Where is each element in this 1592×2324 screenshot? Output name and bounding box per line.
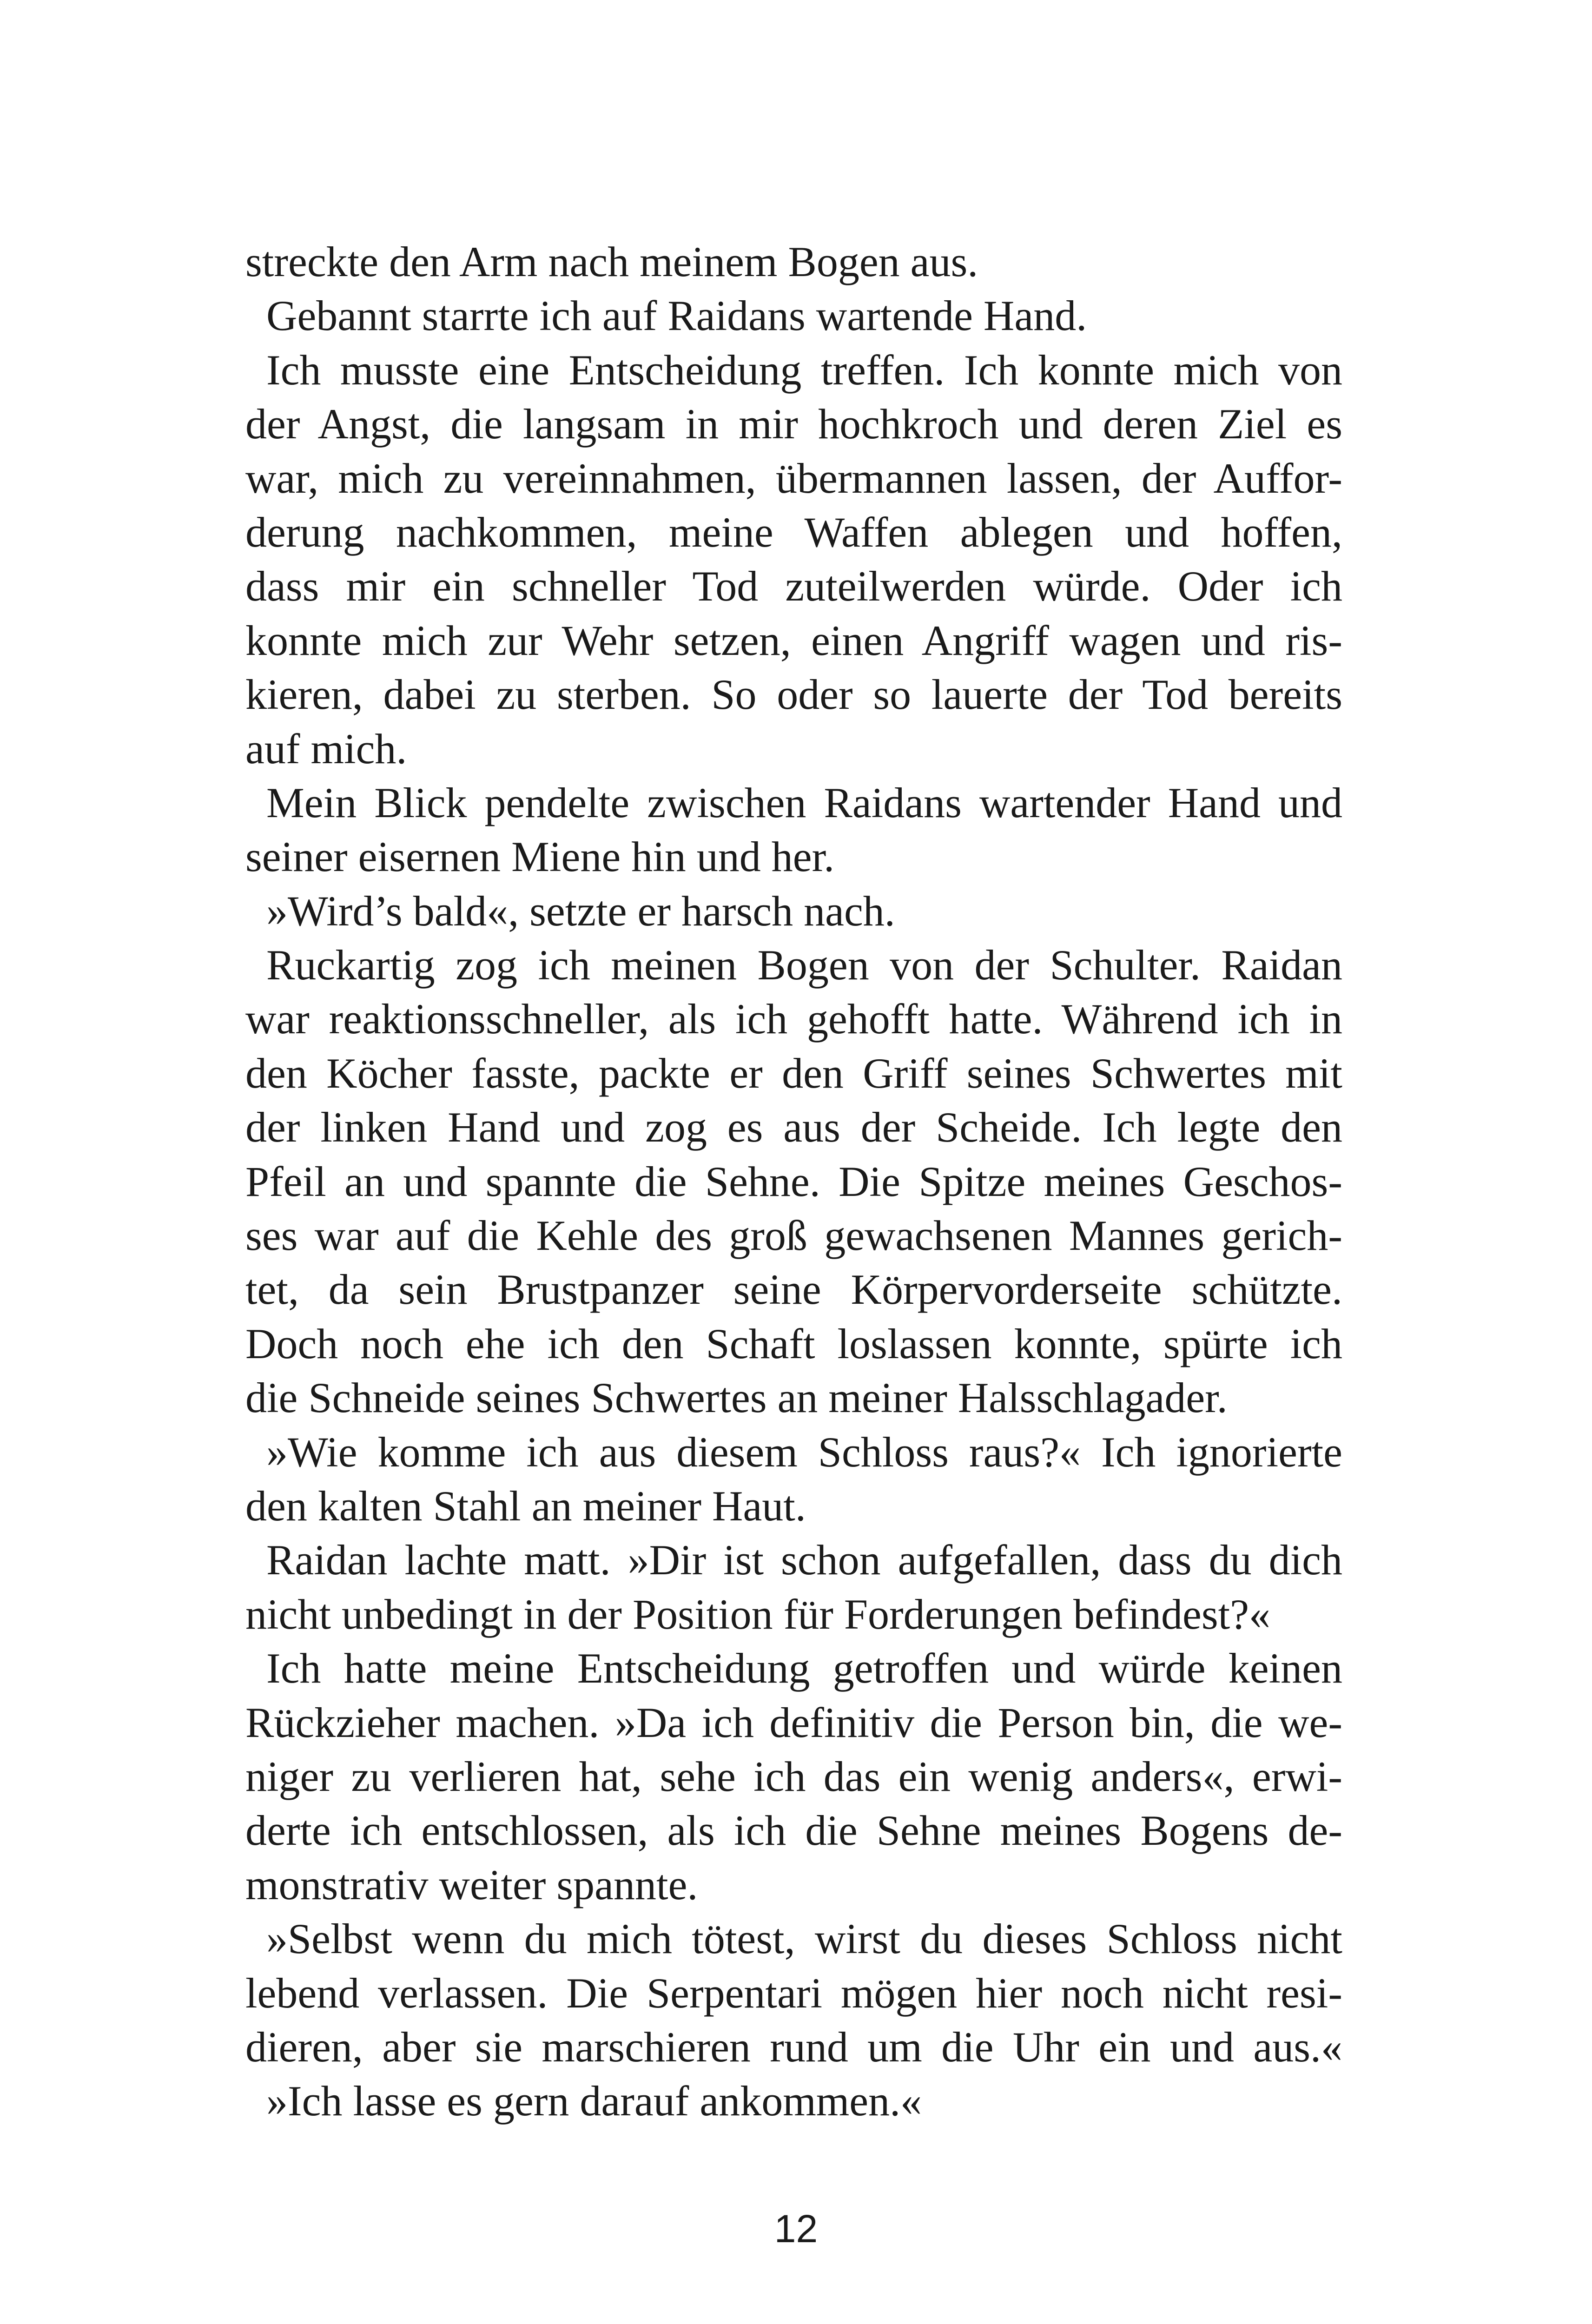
- text-line: war, mich zu vereinnahmen, übermannen lassen, der Auffor-: [245, 454, 1342, 502]
- text-line: »Selbst wenn du mich tötest, wirst du dieses Schloss nicht: [266, 1915, 1342, 1963]
- text-line: Ich hatte meine Entscheidung getroffen und würde keinen: [266, 1644, 1342, 1692]
- text-line: lebend verlassen. Die Serpentari mögen hier noch nicht resi-: [245, 1969, 1342, 2017]
- text-line: nicht unbedingt in der Position für Forderungen befindest?«: [245, 1590, 1271, 1638]
- text-line: Mein Blick pendelte zwischen Raidans wartender Hand und: [266, 779, 1342, 826]
- text-line: der linken Hand und zog es aus der Scheide. Ich legte den: [245, 1103, 1342, 1151]
- text-line: derte ich entschlossen, als ich die Sehne meines Bogens de-: [245, 1807, 1342, 1855]
- text-line: Rückzieher machen. »Da ich definitiv die Person bin, die we-: [245, 1698, 1342, 1746]
- text-line: kieren, dabei zu sterben. So oder so lauerte der Tod bereits: [245, 671, 1342, 719]
- text-line: konnte mich zur Wehr setzen, einen Angriff wagen und ris-: [245, 616, 1342, 664]
- text-line: Doch noch ehe ich den Schaft loslassen konnte, spürte ich: [245, 1320, 1342, 1367]
- text-line: tet, da sein Brustpanzer seine Körpervorderseite schützte.: [245, 1266, 1342, 1314]
- text-line: den kalten Stahl an meiner Haut.: [245, 1482, 806, 1530]
- text-line: die Schneide seines Schwertes an meiner Halsschlagader.: [245, 1374, 1228, 1422]
- text-line: »Wird’s bald«, setzte er harsch nach.: [266, 887, 895, 935]
- text-line: den Köcher fasste, packte er den Griff seines Schwertes mit: [245, 1049, 1342, 1097]
- text-line: ses war auf die Kehle des groß gewachsenen Mannes gerich-: [245, 1212, 1342, 1260]
- text-line: Pfeil an und spannte die Sehne. Die Spitze meines Geschos-: [245, 1157, 1342, 1205]
- text-line: auf mich.: [245, 725, 407, 772]
- text-line: dass mir ein schneller Tod zuteilwerden würde. Oder ich: [245, 562, 1342, 610]
- text-line: der Angst, die langsam in mir hochkroch und deren Ziel es: [245, 400, 1342, 448]
- text-line: »Ich lasse es gern darauf ankommen.«: [266, 2077, 922, 2125]
- text-line: Ich musste eine Entscheidung treffen. Ich konnte mich von: [266, 346, 1342, 394]
- text-line: streckte den Arm nach meinem Bogen aus.: [245, 238, 978, 285]
- text-line: derung nachkommen, meine Waffen ablegen und hoffen,: [245, 508, 1342, 556]
- text-line: »Wie komme ich aus diesem Schloss raus?« Ich ignorierte: [266, 1428, 1342, 1476]
- text-line: Raidan lachte matt. »Dir ist schon aufgefallen, dass du dich: [266, 1536, 1342, 1584]
- text-line: Ruckartig zog ich meinen Bogen von der Schulter. Raidan: [266, 941, 1342, 989]
- text-line: niger zu verlieren hat, sehe ich das ein wenig anders«, erwi-: [245, 1752, 1342, 1800]
- page-number: 12: [774, 2207, 818, 2251]
- text-line: monstrativ weiter spannte.: [245, 1861, 698, 1908]
- text-line: Gebannt starrte ich auf Raidans wartende Hand.: [266, 292, 1087, 340]
- text-line: war reaktionsschneller, als ich gehofft hatte. Während ich in: [245, 995, 1342, 1043]
- text-line: seiner eisernen Miene hin und her.: [245, 833, 835, 881]
- text-line: dieren, aber sie marschieren rund um die Uhr ein und aus.«: [245, 2023, 1342, 2071]
- body-text: [245, 235, 1342, 2128]
